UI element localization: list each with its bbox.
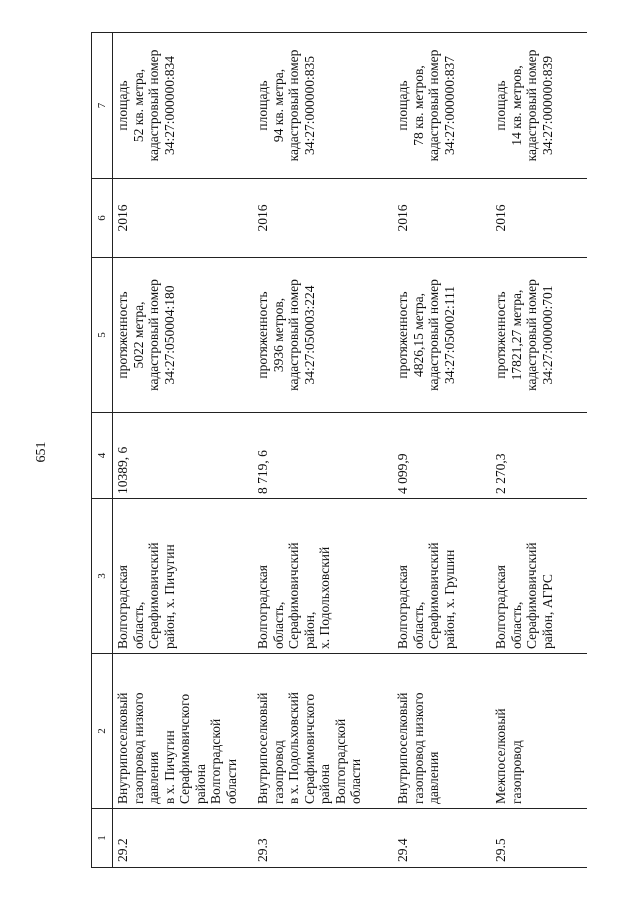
area-line: 14 кв. метров, <box>508 65 524 146</box>
object-name <box>491 654 587 809</box>
area-line: 34:27:000000:835 <box>301 56 317 156</box>
gas-pipeline-table <box>91 32 587 868</box>
area-line: 52 кв. метра, <box>130 68 146 143</box>
length-line: 3936 метров, <box>270 297 286 373</box>
location-line: Волгоградская <box>115 565 130 649</box>
object-area <box>491 33 587 179</box>
length-line: 17821,27 метра, <box>508 289 524 381</box>
row-number: 29.2 <box>113 809 254 868</box>
location-line: Серафимовичский <box>286 542 301 649</box>
object-year: 2016 <box>393 179 491 258</box>
length-line: протяженность <box>493 291 508 379</box>
object-name-line: района <box>192 764 208 804</box>
object-name-line: области <box>223 758 239 804</box>
location-line: область, <box>270 601 286 649</box>
object-name <box>113 654 254 809</box>
area-line: 34:27:000000:839 <box>539 56 555 156</box>
length-line: кадастровый номер <box>524 279 539 391</box>
area-line: кадастровый номер <box>286 49 301 162</box>
row-number: 29.5 <box>491 809 587 868</box>
object-location <box>113 499 254 654</box>
column-header-3: 3 <box>92 499 113 654</box>
area-line: кадастровый номер <box>426 49 441 162</box>
table-row <box>393 33 491 868</box>
object-name-line: Внутрипоселковый <box>395 692 410 804</box>
length-line: кадастровый номер <box>146 279 161 391</box>
object-name-line: района <box>317 764 332 804</box>
page-number: 651 <box>34 441 49 463</box>
area-line: кадастровый номер <box>146 49 161 162</box>
row-number: 29.4 <box>393 809 491 868</box>
area-line: площадь <box>395 80 410 131</box>
column-header-6: 6 <box>92 179 113 258</box>
object-location <box>393 499 491 654</box>
length-line: кадастровый номер <box>286 279 301 391</box>
object-value: 4 099,9 <box>393 413 491 499</box>
object-name-line: давления <box>426 751 441 804</box>
object-name-line: Межпоселковый <box>493 708 508 804</box>
object-name <box>253 654 393 809</box>
location-line: Волгоградская <box>395 565 410 649</box>
area-line: 34:27:000000:834 <box>161 56 177 156</box>
area-line: 94 кв. метра, <box>270 68 286 143</box>
object-name-line: области <box>348 758 363 804</box>
location-line: область, <box>130 601 146 649</box>
length-line: 34:27:050004:180 <box>161 285 177 385</box>
area-line: площадь <box>255 80 270 131</box>
object-name <box>393 654 491 809</box>
column-header-4: 4 <box>92 413 113 499</box>
object-length <box>253 258 393 413</box>
column-header-5: 5 <box>92 258 113 413</box>
location-line: Волгоградская <box>493 565 508 649</box>
object-value: 10389, 6 <box>113 413 254 499</box>
object-year: 2016 <box>491 179 587 258</box>
object-year: 2016 <box>113 179 254 258</box>
location-line: район, АГРС <box>539 574 555 649</box>
object-value: 8 719, 6 <box>253 413 393 499</box>
length-line: протяженность <box>395 291 410 379</box>
object-area <box>393 33 491 179</box>
object-location <box>253 499 393 654</box>
object-name-line: в х. Пичугин <box>161 730 177 804</box>
location-line: Серафимовичский <box>426 542 441 649</box>
length-line: 34:27:050003:224 <box>301 285 317 385</box>
object-name-line: Серафимовичского <box>301 693 317 804</box>
location-line: район, х. Грушин <box>441 549 457 649</box>
table-row <box>491 33 587 868</box>
object-name-line: давления <box>146 751 161 804</box>
object-name-line: Внутрипоселковый <box>115 692 130 804</box>
table-header <box>92 33 113 868</box>
area-line: площадь <box>493 80 508 131</box>
length-line: протяженность <box>255 291 270 379</box>
object-location <box>491 499 587 654</box>
length-line: 34:27:050002:111 <box>441 286 457 385</box>
area-line: 34:27:000000:837 <box>441 56 457 156</box>
location-line: район, <box>301 611 317 649</box>
object-name-line: газопровод <box>270 740 286 804</box>
length-line: протяженность <box>115 291 130 379</box>
object-name-line: газопровод низкого <box>410 692 426 804</box>
column-header-2: 2 <box>92 654 113 809</box>
location-line: Серафимовичский <box>146 542 161 649</box>
object-year: 2016 <box>253 179 393 258</box>
object-name-line: газопровод низкого <box>130 692 146 804</box>
area-line: кадастровый номер <box>524 49 539 162</box>
location-line: область, <box>410 601 426 649</box>
object-area <box>253 33 393 179</box>
object-length <box>393 258 491 413</box>
row-number: 29.3 <box>253 809 393 868</box>
object-name-line: газопровод <box>508 740 524 804</box>
object-name-line: Серафимовичского <box>177 693 192 804</box>
table-row <box>113 33 254 868</box>
length-line: 5022 метра, <box>130 301 146 369</box>
object-name-line: Внутрипоселковый <box>255 692 270 804</box>
object-name-line: Волгоградской <box>332 718 348 804</box>
object-length <box>113 258 254 413</box>
column-header-1: 1 <box>92 809 113 868</box>
location-line: Серафимовичский <box>524 542 539 649</box>
area-line: площадь <box>115 80 130 131</box>
rotated-table-container <box>91 33 596 868</box>
column-header-7: 7 <box>92 33 113 179</box>
length-line: 34:27:000000:701 <box>539 285 555 385</box>
location-line: область, <box>508 601 524 649</box>
length-line: кадастровый номер <box>426 279 441 391</box>
object-value: 2 270,3 <box>491 413 587 499</box>
location-line: х. Подольховский <box>317 546 332 649</box>
object-length <box>491 258 587 413</box>
object-name-line: Волгоградской <box>208 718 223 804</box>
location-line: Волгоградская <box>255 565 270 649</box>
length-line: 4826,15 метра, <box>410 293 426 377</box>
area-line: 78 кв. метров, <box>410 65 426 146</box>
table-row <box>253 33 393 868</box>
object-name-line: в х. Подольховский <box>286 692 301 804</box>
location-line: район, х. Пичугин <box>161 544 177 649</box>
object-area <box>113 33 254 179</box>
